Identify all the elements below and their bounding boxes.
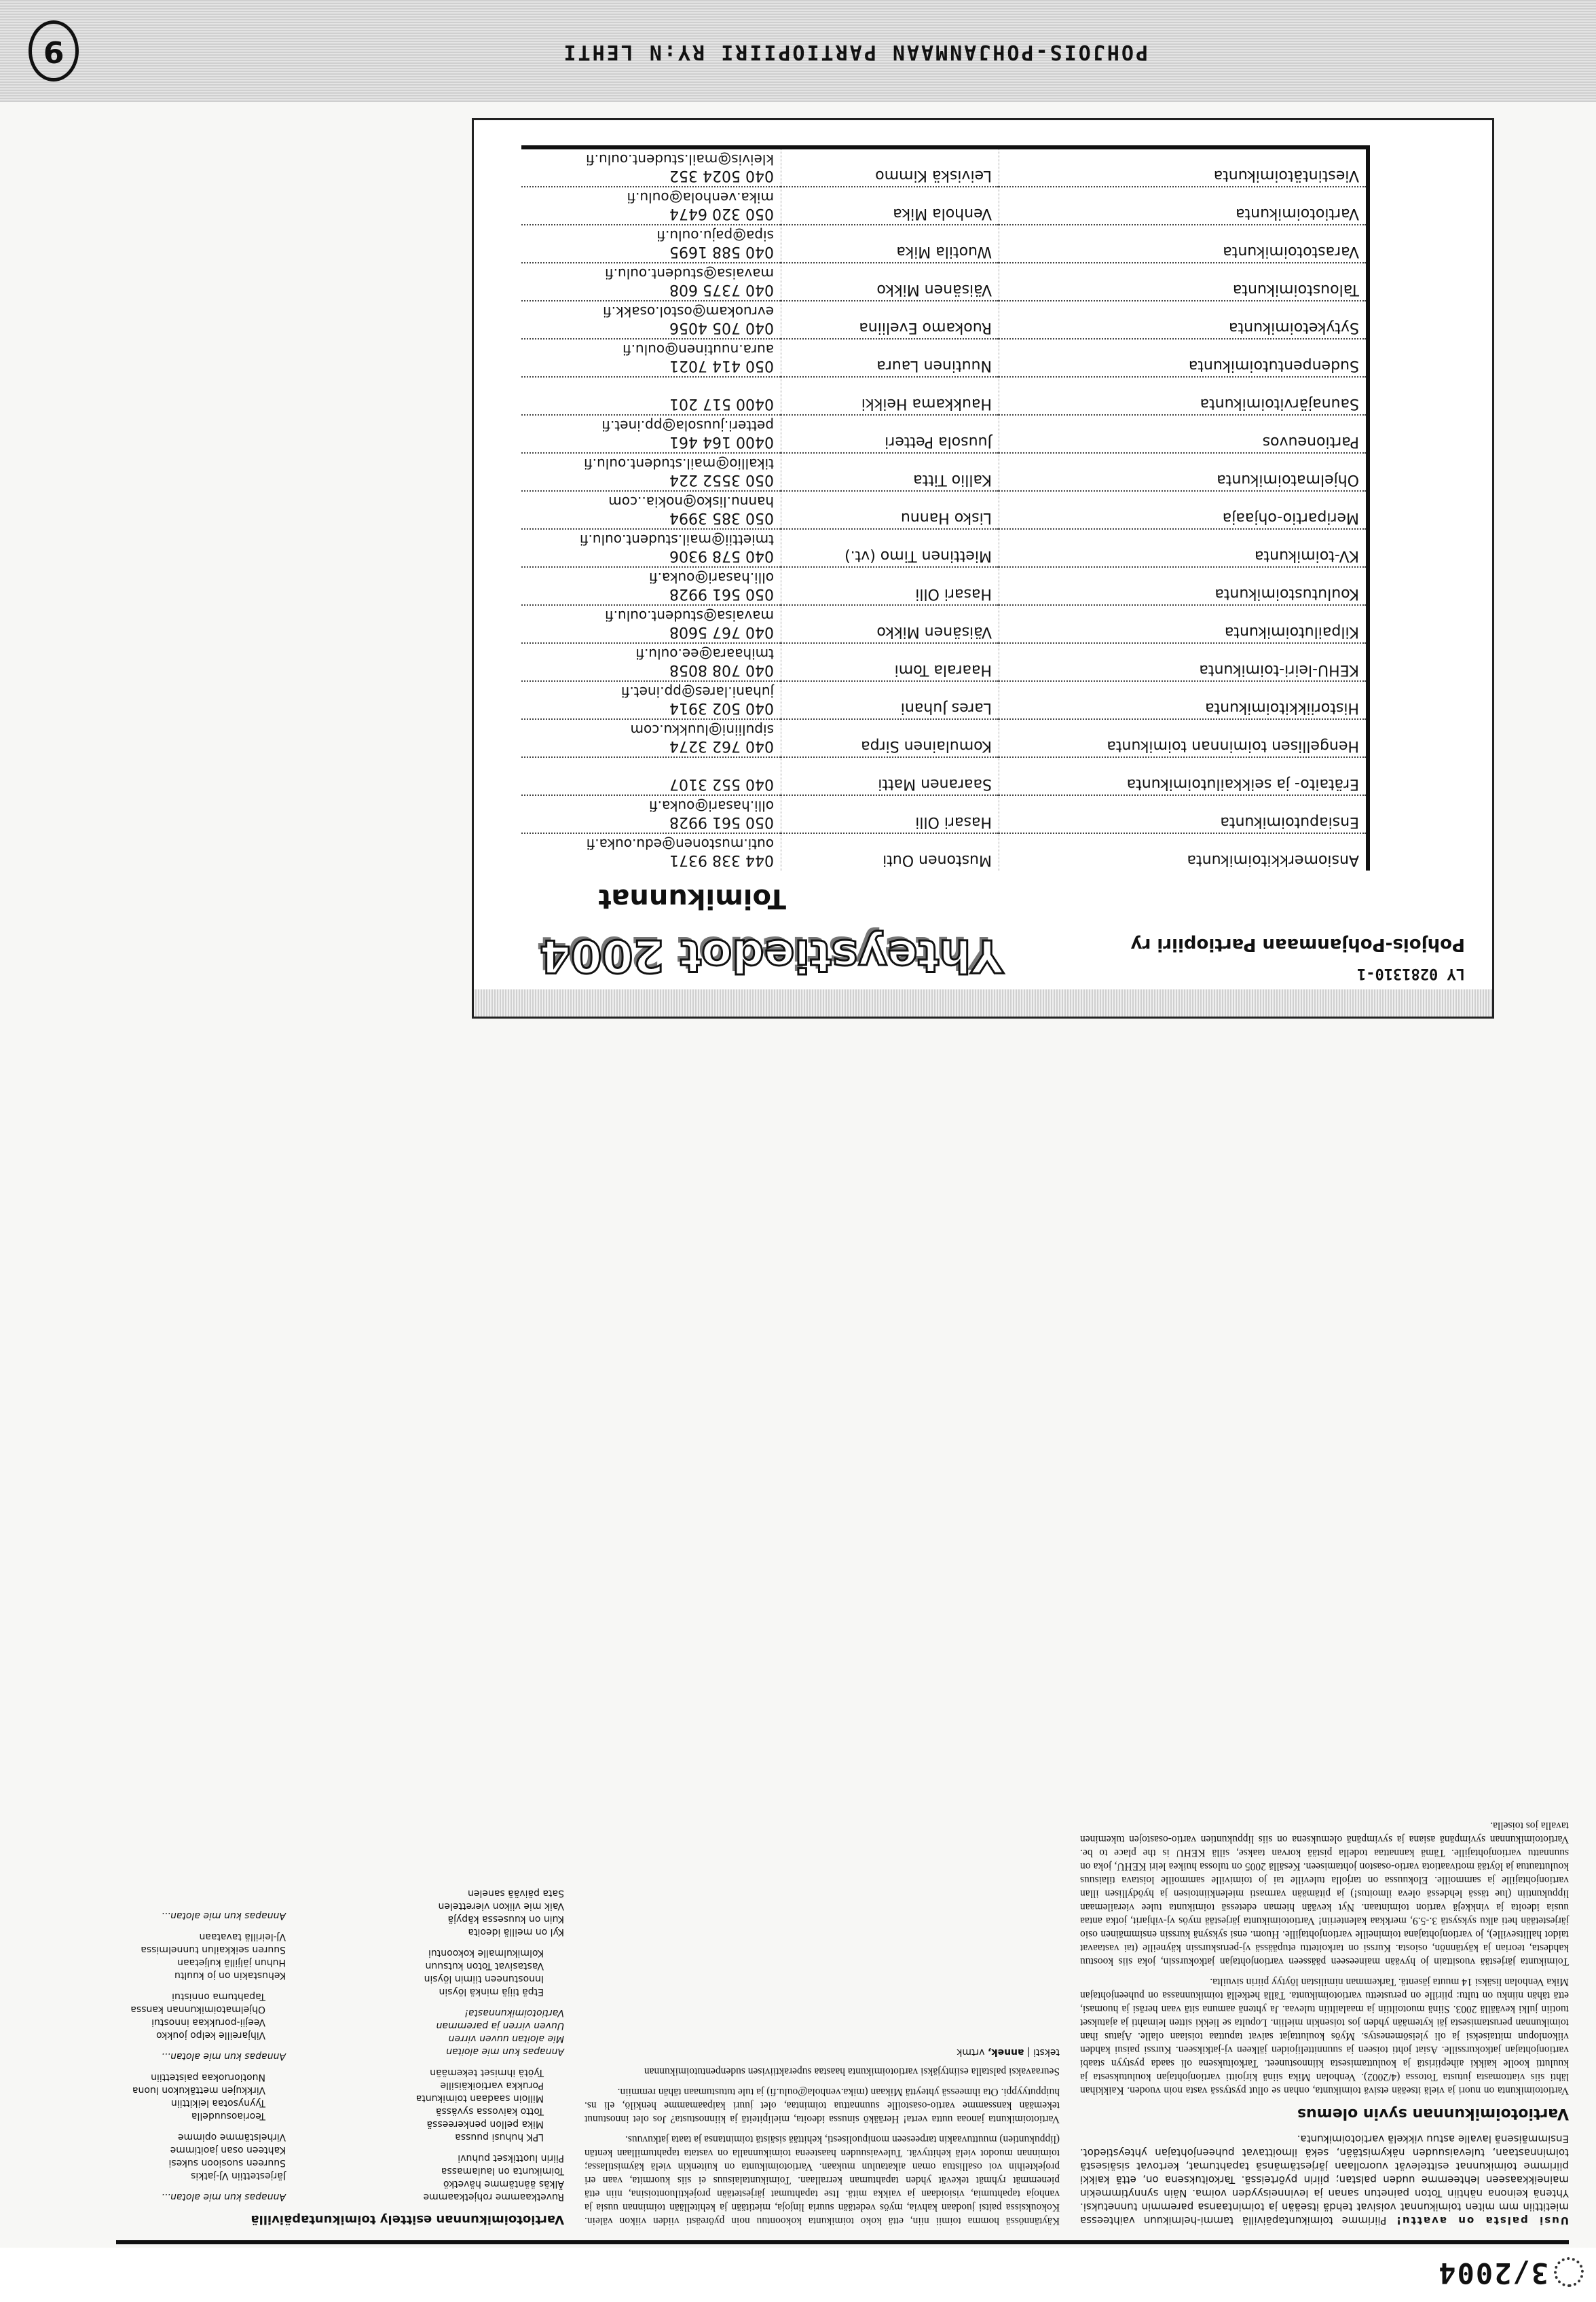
contact-cell bbox=[521, 795, 781, 833]
contact-box bbox=[472, 118, 1494, 1019]
byline-suffix: vrtmk bbox=[957, 2047, 985, 2058]
contact-cell bbox=[521, 605, 781, 643]
committees-table bbox=[521, 145, 1370, 871]
contact-row bbox=[521, 567, 1368, 605]
song-line: Kuin on kuusessa käpyjä bbox=[447, 1914, 564, 1924]
contact-row bbox=[521, 491, 1368, 529]
email-link[interactable]: petteri.juusola@pp.inet.fi bbox=[601, 418, 774, 434]
committee-name: KV-toimikunta bbox=[999, 529, 1369, 567]
song-line: Veejii-porukkaa innostui bbox=[151, 2017, 265, 2028]
song-line: Totto kaivossa syvässä bbox=[435, 2106, 544, 2117]
contact-row bbox=[521, 147, 1368, 187]
song-heading: Vartiotoimikunnan esittely toimikuntapäivillä bbox=[250, 2212, 564, 2227]
contact-cell bbox=[521, 491, 781, 529]
chair-name: Miettinen Timo (vt.) bbox=[781, 529, 999, 567]
contact-cell bbox=[521, 263, 781, 301]
song-stanza bbox=[306, 1886, 564, 1938]
middle-column bbox=[584, 2047, 1060, 2227]
committee-name: Varastotoimikunta bbox=[999, 225, 1369, 263]
byline bbox=[584, 2047, 1060, 2058]
contact-cell bbox=[521, 643, 781, 681]
committee-name: Meripartio-ohjaaja bbox=[999, 491, 1369, 529]
committee-name: Ohjelmatoimikunta bbox=[999, 453, 1369, 491]
song-line: Vartiotoimikunnasta! bbox=[464, 2007, 564, 2018]
email-link[interactable]: sipuliini@luukku.com bbox=[630, 722, 774, 738]
phone-number: 040 705 4056 bbox=[669, 319, 774, 336]
committee-name: KEHU-leiri-toimikunta bbox=[999, 643, 1369, 681]
committee-name: Koulutustoimikunta bbox=[999, 567, 1369, 605]
phone-number: 040 552 3107 bbox=[669, 775, 774, 792]
email-link[interactable]: tmihaara@ee.oulu.fi bbox=[635, 646, 774, 662]
song-line: Suuren seikkailun tunnelmissa bbox=[141, 1944, 286, 1955]
email-link[interactable]: olli.hasari@ouka.fi bbox=[648, 798, 774, 814]
scout-logo-icon bbox=[1554, 2257, 1584, 2287]
article-paragraph-2: Toimikunta järjestää vuosittain jo hyvään maineeseen päässeen vartionjohtajan jatkokurssin, joka siis koostuu kahdesta, teorian ja käytännön, osiosta. Kurssi on tarkoitettu etupäässä vj-peruskurssin käyneille (tai vastaavat taidot hallitseville), jo vartionjohtajana toimineille vartionjohtajille. Huom. ensi syksynä kurssin ensimmäinen osio järjestetään heti alku syksystä 3.-5.9, merkkaa kalenteriin! Vartiotoimikunta järjestää myös vj-vihjarit, jotka antaa uusia ideoita ja vinkkejä vartion toimintaan. Nyt kevään hieman edetessä toimikunta tulee vierailemaan lippukuntiin (lue tässä lehdessä oleva ilmoitus!) ja pitämään varmasti mielenkiintoisen ja hyödyllisen illan vartionjohtajille ja sammoille. Elokuussa on tarjolla tuleville tai jo toimiville sammoille loistava tilaisuus kouluttautua ja löytää motivaatiota vartio-osaston johtamiseen. Kesällä 2005 on tulossa huikea leiri KEHU, joka on suunnattu vartionjohtajille. Tämä kannattaa todella pistää korvan taakse, sillä KEHU is the place to be. Vartiotoimikunnan syvimpänä asiana ja syvimpänä olemuksena on siis lippukuntien vartio-osastojen tukeminen tavalla jos toisella. bbox=[1080, 1820, 1569, 1967]
contact-cell bbox=[521, 339, 781, 377]
song-line: Huhun jäljillä kuljetaan bbox=[177, 1957, 286, 1968]
intro-column bbox=[1080, 1812, 1569, 2227]
phone-number: 040 708 8058 bbox=[669, 661, 774, 678]
song-chorus bbox=[28, 2049, 286, 2062]
chair-name: Lisko Hannu bbox=[781, 491, 999, 529]
email-link[interactable]: tmiettii@mail.student.oulu.fi bbox=[579, 532, 774, 548]
song-chorus bbox=[28, 2190, 286, 2203]
song-line: Kyl on meillä ideoita bbox=[468, 1926, 564, 1937]
email-link[interactable]: mika.venhola@oulu.fi bbox=[627, 189, 774, 206]
song-line: Etpä tiijä minkä löysin bbox=[439, 1986, 544, 1997]
contact-cell bbox=[521, 681, 781, 719]
song-body bbox=[28, 1886, 564, 2203]
phone-number: 0400 517 201 bbox=[669, 395, 774, 412]
email-link[interactable]: olli.hasari@ouka.fi bbox=[648, 570, 774, 586]
contact-row bbox=[521, 263, 1368, 301]
song-line: Ohjelmatoimikunnan kanssa bbox=[130, 2004, 265, 2015]
song-line: Annapas kun mie alotan... bbox=[161, 2191, 286, 2202]
email-link[interactable]: hannu.lisko@nokia..com bbox=[608, 494, 774, 510]
chair-name: Väisänen Mikko bbox=[781, 263, 999, 301]
committee-name: Hengellisen toiminnan toimikunta bbox=[999, 719, 1369, 757]
song-line: Vastasivat Toton kutsuun bbox=[425, 1960, 544, 1971]
chair-name: Juusola Petteri bbox=[781, 415, 999, 453]
committee-name: Partioneuvos bbox=[999, 415, 1369, 453]
chair-name: Komulainen Sirpa bbox=[781, 719, 999, 757]
phone-number: 040 7375 608 bbox=[669, 281, 774, 298]
chair-name: Haukkama Heikki bbox=[781, 377, 999, 415]
issue-number: 3/2004 bbox=[1437, 2257, 1548, 2290]
song-line: Kahteen osan jaoitimme bbox=[170, 2144, 286, 2155]
committee-name: Sytyketoimikunta bbox=[999, 301, 1369, 339]
phone-number: 050 3552 224 bbox=[669, 471, 774, 488]
committee-name: Kilpailutoimikunta bbox=[999, 605, 1369, 643]
chair-name: Venhola Mika bbox=[781, 187, 999, 225]
song-stanza bbox=[28, 2070, 286, 2122]
contact-row bbox=[521, 681, 1368, 719]
song-line: Vaik mie viikon vierettelen bbox=[438, 1901, 564, 1912]
email-link[interactable]: aura.nuutinen@oulu.fi bbox=[623, 342, 774, 358]
intro-text: Piirimme toimikuntapäivillä tammi-helmikuun vaihteessa mietittiin mm miten toimikunnat voisivat tehdä itseään ja toimintaansa paremmin tunnetuksi. Yhtenä keinona nähtiin Toton painetun sanan ja levinneisyyden voima. Näin synnytimmekin maineikkaaseen lehteemme uuden palstan; piirin pyörteissä. Tarkoituksena on, että kaikki piirimme toimikunnat esittelevät vuorollaan järjestämänsä tapahtumat, kertovat sisäisestä toiminnastaan, tulevaisuuden näkymistään, sekä ilmoittavat puheenjohtajan yhteystiedot. Ensimmäisenä lavalle astuu vikkelä vartiotoimikunta. bbox=[1080, 2133, 1569, 2227]
email-link[interactable]: evruokam@ostol.osakk.fi bbox=[603, 304, 774, 320]
phone-number: 050 561 9928 bbox=[669, 585, 774, 602]
song-line: Piirin luottikset puhuvi bbox=[458, 2153, 564, 2163]
song-line: Ruvetkaamme rohjetkaamme bbox=[423, 2191, 564, 2202]
song-stanza bbox=[306, 2066, 564, 2143]
contact-cell bbox=[521, 719, 781, 757]
chair-name: Lares Juhani bbox=[781, 681, 999, 719]
phone-number: 044 338 9371 bbox=[669, 852, 774, 869]
song-line: Nuotioruokaa paistettiin bbox=[151, 2072, 265, 2083]
middle-paragraph-1: Käytännössä homma toimii niin, että koko toimikunta kokoontuu noin pyöreästi viiden viikon välein. Kokouksissa paitsi juodaan kahvia, myös vedetään suuria linjoja, mietitään ja kehitellään toiminnan uusia ja vanhoja tapahtumia, visioidaan ja vaikka mitä. Itse tapahtumat järjestetään projektiluontoisina, niin että pienemmät ryhmät tekevät yhden tapahtuman kerrallaan. Toimikuntalaisuus ei siis kuormita, vaan eri projekteihin voi osallistua oman aikataulun mukaan. Vartiotoimikunta on kuitenkin vielä käymistilassa; toiminnan muodot vielä kehittyvät. Tulevaisuuden haasteena toimikunnalla on vastata tapahtumillaan kentän (lippukuntien) muuttuvaakin tarpeeseen monipuolisesti, kehittää sisäistä toimintansa ja taata jatkuvuus. bbox=[584, 2134, 1060, 2227]
contact-row bbox=[521, 719, 1368, 757]
contact-row bbox=[521, 643, 1368, 681]
song-line: Mika pellon penkereessä bbox=[426, 2119, 544, 2130]
contact-row bbox=[521, 415, 1368, 453]
middle-paragraph-2: Vartiotoimikunta janoaa uutta verta! Herääkö sinussa ideoita, mielipiteitä ja kiinnostusta? Jos olet innostunut tekemään kanssamme vartio-osastoille suunnattua toimintaa, olet juuri kaipaamamme henkilö, eli ns. huipputyyppi. Ota ihmeessä yhteyttä Mikaan (mika.venhola@oulu.fi) ja tule tutustumaan tähän remmiin. bbox=[584, 2086, 1060, 2125]
song-line: Kolmikulmalle kokoontui bbox=[428, 1948, 544, 1958]
email-link[interactable]: sipa@paju.oulu.fi bbox=[656, 227, 774, 244]
song-line: Vihjareille kelpo joukko bbox=[156, 2030, 265, 2041]
phone-number: 040 578 9306 bbox=[669, 547, 774, 564]
email-link[interactable]: mavaisa@student.oulu.fi bbox=[605, 608, 774, 624]
byline-prefix: teksti | bbox=[1026, 2047, 1060, 2058]
song-line: Milloin saadaan toimikunta bbox=[415, 2093, 544, 2104]
song-line: Tapahtuma onnistui bbox=[172, 1991, 265, 2002]
contact-row bbox=[521, 795, 1368, 833]
song-stanza bbox=[306, 1946, 564, 1998]
committee-name: Historiikkitoimikunta bbox=[999, 681, 1369, 719]
phone-number: 040 762 3274 bbox=[669, 737, 774, 754]
song-line: Järjestettiin VJ-jatkis bbox=[191, 2170, 286, 2181]
contact-box-title: Yhteystiedot 2004 bbox=[539, 930, 1003, 982]
contact-row bbox=[521, 833, 1368, 871]
contact-cell bbox=[521, 377, 781, 415]
phone-number: 050 561 9928 bbox=[669, 814, 774, 830]
article-heading: Vartiotoimikunnan syvin olemus bbox=[1297, 2105, 1569, 2122]
intro-paragraph bbox=[1080, 2132, 1569, 2227]
song-line: Työtä ihmiset tekemään bbox=[430, 2067, 544, 2078]
chair-name: Nuutinen Laura bbox=[781, 339, 999, 377]
contact-box-subtitle: Toimikunnat bbox=[598, 883, 786, 914]
song-line: Tyynysotaa leikittiin bbox=[170, 2098, 265, 2108]
song-line: Uuven virren ja paremman bbox=[436, 2020, 564, 2031]
committee-name: Ensiaputoimikunta bbox=[999, 795, 1369, 833]
chair-name: Väisänen Mikko bbox=[781, 605, 999, 643]
chair-name: Saaranen Matti bbox=[781, 757, 999, 795]
business-id: LY 0281310-1 bbox=[1357, 965, 1465, 982]
song-line: Virkkujen mettäkukon luona bbox=[132, 2085, 265, 2096]
contact-cell bbox=[521, 833, 781, 871]
chair-name: Kallio Titta bbox=[781, 453, 999, 491]
song-line: Annapas kun mie alotan... bbox=[161, 1910, 286, 1921]
contact-cell bbox=[521, 757, 781, 795]
chair-name: Ruokamo Eveliina bbox=[781, 301, 999, 339]
publication-title: POHJOIS-POHJANMAAN PARTIOPIIRI RY:N LEHTI bbox=[561, 40, 1148, 64]
phone-number: 0400 164 461 bbox=[669, 433, 774, 450]
page-header bbox=[0, 2248, 1596, 2302]
email-link[interactable]: juhani.lares@pp.inet.fi bbox=[620, 684, 774, 700]
contact-cell bbox=[521, 415, 781, 453]
contact-row bbox=[521, 301, 1368, 339]
song-stanza bbox=[28, 1990, 286, 2041]
song-stanza bbox=[28, 2130, 286, 2182]
contact-row bbox=[521, 529, 1368, 567]
song-stanza bbox=[306, 2151, 564, 2203]
page-number: 9 bbox=[29, 20, 79, 81]
organization-name: Pohjois-Pohjanmaan Partiopiiri ry bbox=[1130, 934, 1465, 955]
header-rule bbox=[116, 2240, 1569, 2244]
contact-cell bbox=[521, 187, 781, 225]
intro-lead: Uusi palsta on avattu! bbox=[1395, 2214, 1569, 2227]
committee-name: Erätaito- ja seikkailutoimikunta bbox=[999, 757, 1369, 795]
song-line: Annapas kun mie aloitan bbox=[446, 2046, 564, 2057]
contact-row bbox=[521, 605, 1368, 643]
phone-number: 040 5024 352 bbox=[669, 167, 774, 184]
song-chorus bbox=[28, 1909, 286, 1922]
song-stanza bbox=[28, 1930, 286, 1981]
phone-number: 040 502 3914 bbox=[669, 699, 774, 716]
committee-name: Taloustoimikunta bbox=[999, 263, 1369, 301]
chair-name: Haarala Tomi bbox=[781, 643, 999, 681]
contact-cell bbox=[521, 529, 781, 567]
chair-name: Hasari Olli bbox=[781, 567, 999, 605]
song-line: Annapas kun mie alotan... bbox=[161, 2051, 286, 2062]
phone-number: 050 320 6474 bbox=[669, 205, 774, 222]
contact-cell bbox=[521, 225, 781, 263]
contact-cell bbox=[521, 301, 781, 339]
song-line: Suureen suosioon sukesi bbox=[168, 2157, 286, 2168]
contact-cell bbox=[521, 453, 781, 491]
byline-author: annek, bbox=[987, 2047, 1024, 2058]
song-chorus bbox=[306, 2006, 564, 2058]
middle-paragraph-3: Seuraavaksi palstalla esiintyjäksi vartiotoimikunta haastaa superaktiivisen sudenpentutoimikunnan bbox=[644, 2066, 1060, 2077]
song-line: Sata päivää sanelen bbox=[468, 1888, 564, 1899]
song-line: Toimikunta on laulamassa bbox=[441, 2166, 564, 2176]
contact-row bbox=[521, 453, 1368, 491]
email-link[interactable]: tikallio@mail.student.oulu.fi bbox=[584, 456, 774, 472]
committee-name: Vartiotoimikunta bbox=[999, 187, 1369, 225]
committee-name: Ansiomerkkitoimikunta bbox=[999, 833, 1369, 871]
contact-row bbox=[521, 187, 1368, 225]
phone-number: 050 414 7021 bbox=[669, 357, 774, 374]
song-line: VJ-leirillä tavataan bbox=[199, 1931, 286, 1942]
song-line: LPK huhusi puussa bbox=[455, 2132, 544, 2142]
song-column bbox=[28, 1886, 564, 2227]
phone-number: 040 588 1695 bbox=[669, 243, 774, 260]
committee-name: Viestintätoimikunta bbox=[999, 147, 1369, 187]
song-line: Porukka vartioikäisille bbox=[440, 2080, 544, 2091]
email-link[interactable]: outi.mustonen@edu.ouka.fi bbox=[586, 836, 774, 852]
song-line: Virheistämme opimme bbox=[178, 2132, 286, 2142]
song-line: Teoriaosuudella bbox=[191, 2111, 265, 2121]
chair-name: Wuotila Mika bbox=[781, 225, 999, 263]
committee-name: Saunajärvitoimikunta bbox=[999, 377, 1369, 415]
chair-name: Leiviskä Kimmo bbox=[781, 147, 999, 187]
contact-cell bbox=[521, 147, 781, 187]
phone-number: 050 385 3994 bbox=[669, 509, 774, 526]
song-line: Innostuneen tiimin löysin bbox=[424, 1973, 544, 1984]
article-paragraph-1: Vartiotoimikunta on nuori ja vielä itseään etsivä toimikunta, onhan se ollut pystyssä vasta noin vuoden. Kaikkihan lähti siis viattomasta jutusta Totossa (4/2002). Venholan Mika siinä kirjoitti vartionjohtajan koulutuksesta ja kuulutti koolle kaikki aihepiiristä ja kouluttamisesta kiinnostuneet. Tarkoituksena oli saada pystyyn staabi vartionjohtajan jatkokurssille. Asiat johti toiseen ja suunnittelijoiden jälkeen vj-jatkikseen. Kurssi paisui kahden viikonlopun mittaiseksi ja oli yleisömenestys. Myös kouluttajat saivat taputtaa toisiaan olalle. Ajatus ihan toimikunnan perustamisesta jäi kytemään yhden jos toisenkin mieliin. Lopulta se liekki sitten leimahti ja ajatukset tuotiin julki keväällä 2003. Siinä muotoiltiin ja maalailtiin tulevaa. Ja yhtenä aamuna sitä vaan heräsi ja huomasi, että tähän niinku on tultu: piirille on perustettu vartiotoimikunta. Tällä hetkellä toimikunnassa on puheenjohtajan Mika Venholan lisäksi 14 muuta jäsentä. Tarkemman nimilistan löytyy piirin sivuilta. bbox=[1080, 1976, 1569, 2096]
phone-number: 040 767 5608 bbox=[669, 623, 774, 640]
contact-row bbox=[521, 225, 1368, 263]
song-line: Mie aloitan uuven virren bbox=[448, 2033, 564, 2044]
song-line: Kehustakin on jo kuultu bbox=[174, 1970, 286, 1981]
song-line: Älkäs ääntämme hävetkö bbox=[443, 2178, 564, 2189]
email-link[interactable]: mavaisa@student.oulu.fi bbox=[605, 266, 774, 282]
email-link[interactable]: kleivis@mail.student.oulu.fi bbox=[586, 151, 774, 168]
page-footer bbox=[0, 0, 1596, 102]
contact-cell bbox=[521, 567, 781, 605]
chair-name: Mustonen Outi bbox=[781, 833, 999, 871]
committee-name: Sudenpentutoimikunta bbox=[999, 339, 1369, 377]
contact-box-header-band bbox=[474, 989, 1492, 1017]
contact-row bbox=[521, 339, 1368, 377]
chair-name: Hasari Olli bbox=[781, 795, 999, 833]
contact-row bbox=[521, 757, 1368, 795]
contact-row bbox=[521, 377, 1368, 415]
